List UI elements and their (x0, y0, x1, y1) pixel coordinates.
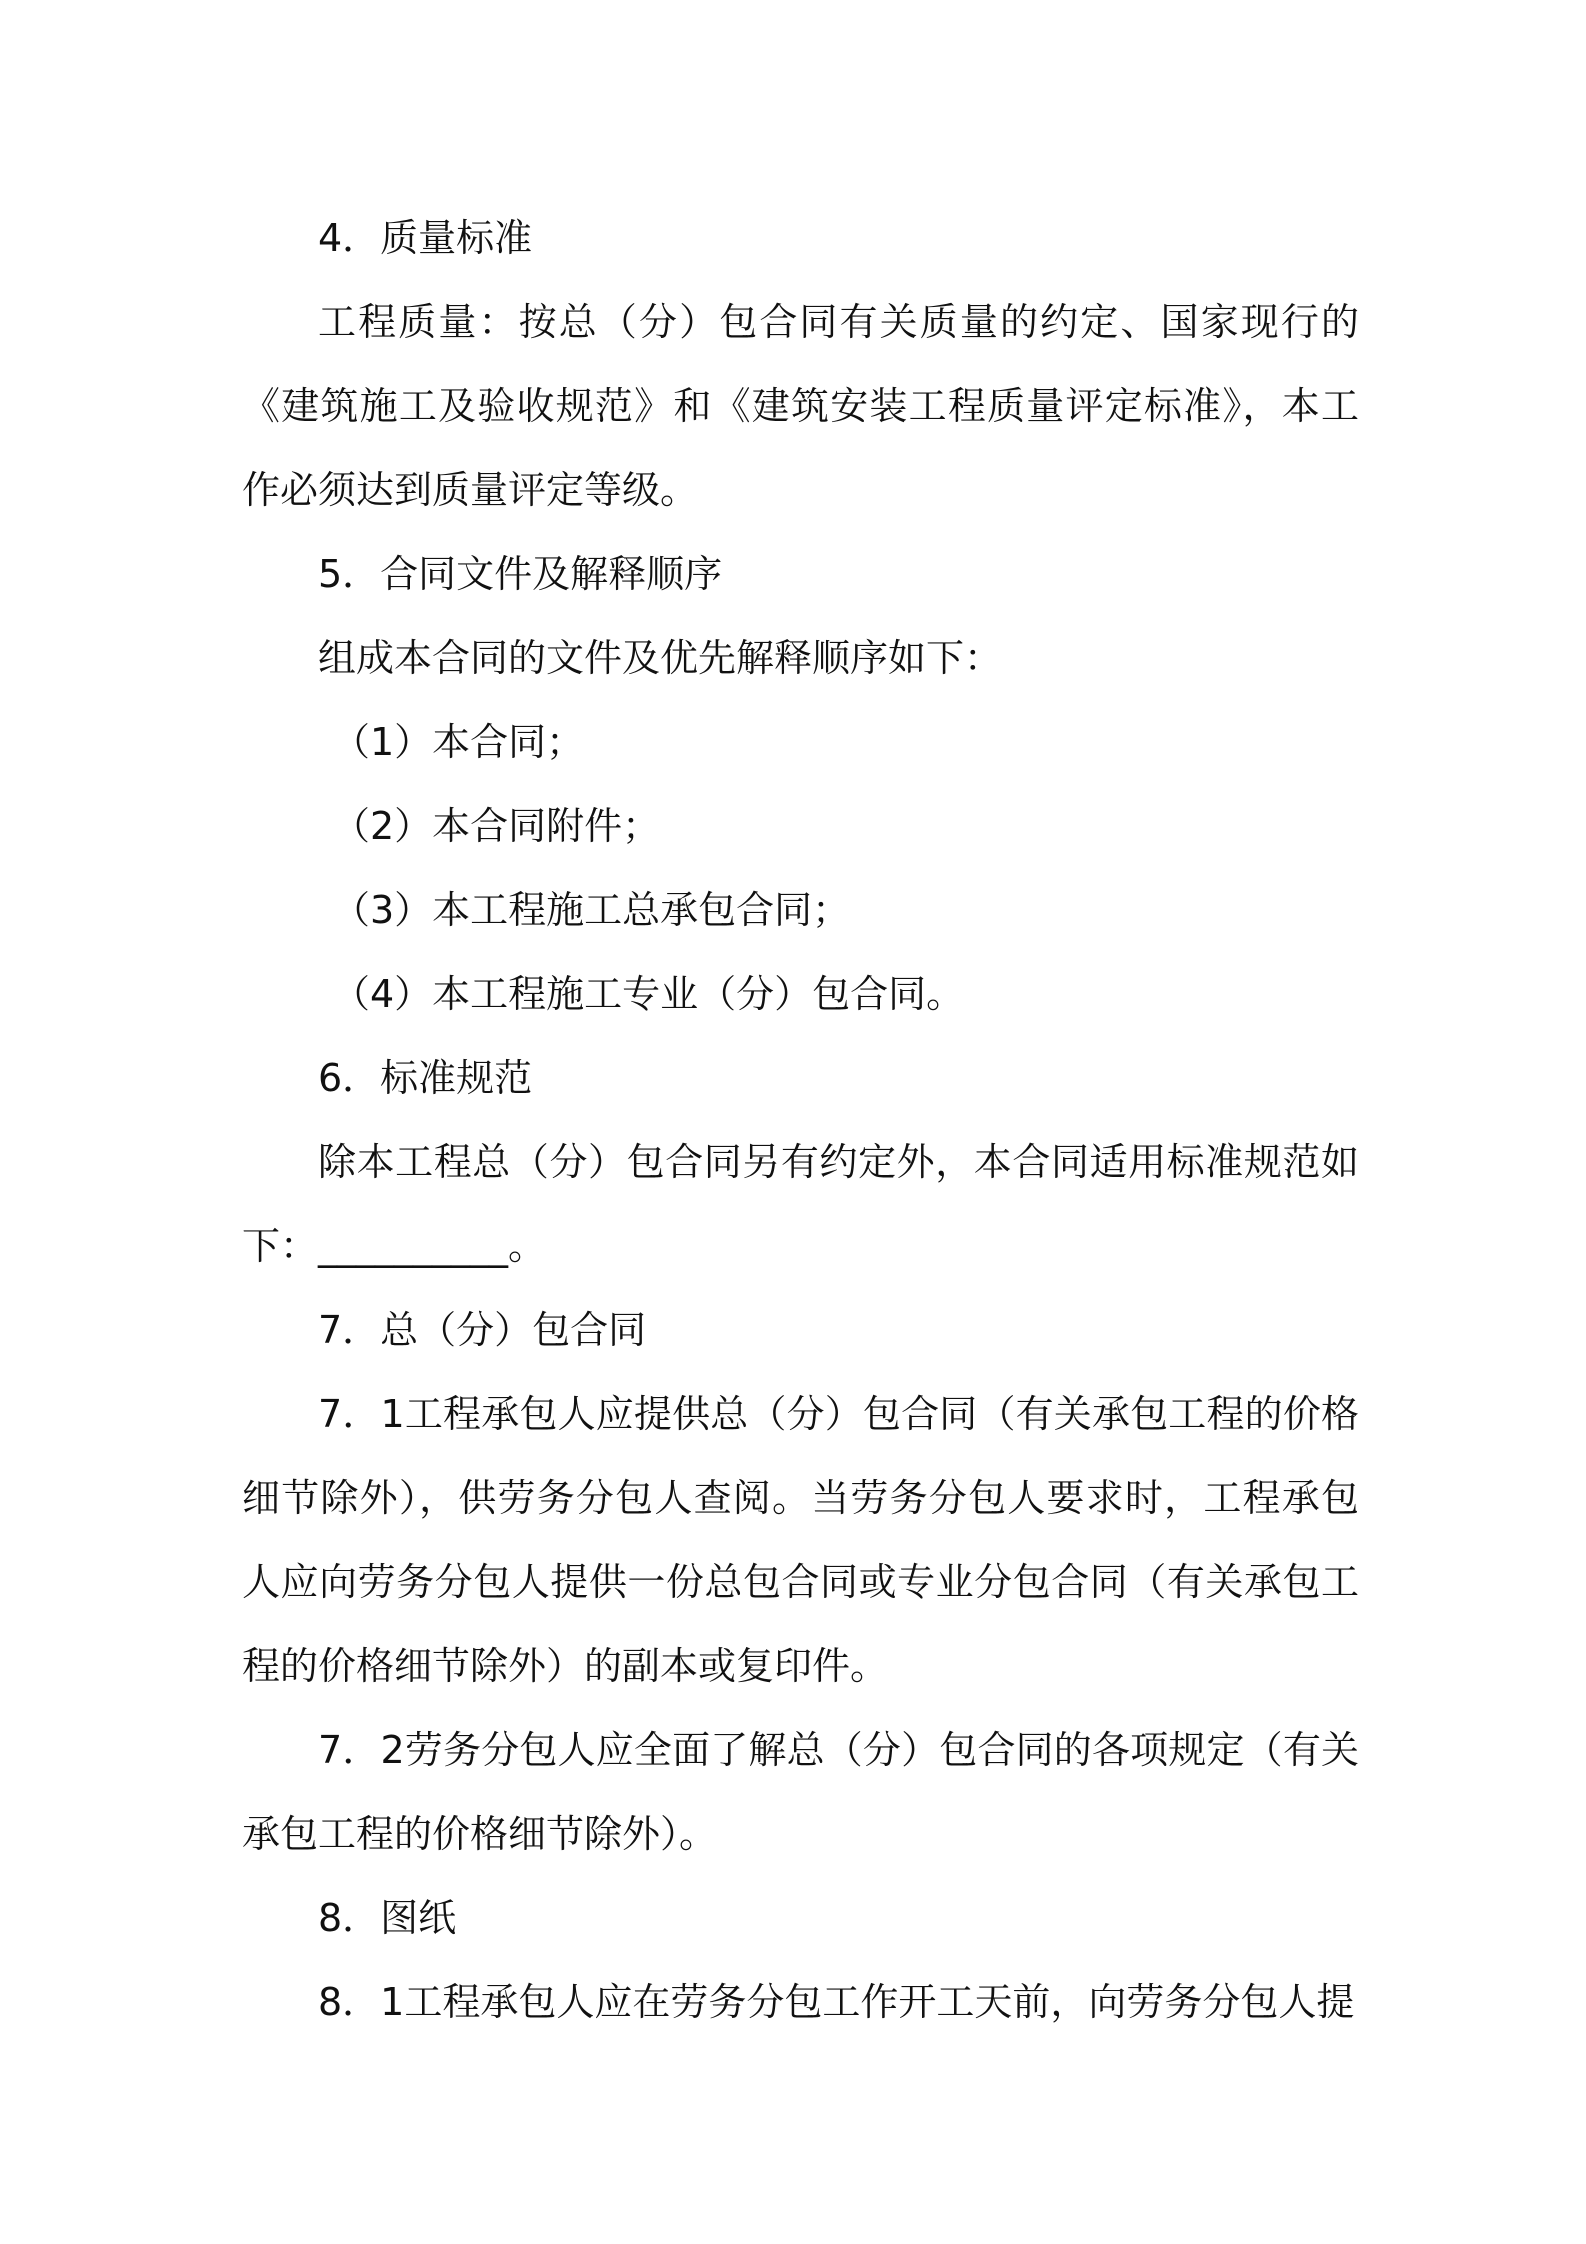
list-item: （4）本工程施工专业（分）包合同。 (332, 972, 965, 1016)
section-heading-standards: 6．标准规范 (318, 1056, 533, 1100)
list-item: （1）本合同； (332, 720, 585, 764)
section-heading-general-contract: 7．总（分）包合同 (318, 1308, 647, 1352)
document-body (242, 196, 1359, 2044)
paragraph-8-1: 8．1工程承包人应在劳务分包工作开工天前，向劳务分包人提 (318, 1980, 1355, 2024)
section-heading-quality-standard: 4．质量标准 (318, 216, 533, 260)
paragraph-documents-intro: 组成本合同的文件及优先解释顺序如下： (318, 636, 1003, 680)
list-item: （2）本合同附件； (332, 804, 661, 848)
section-heading-drawings: 8．图纸 (318, 1896, 457, 1940)
paragraph-quality: 工程质量：按总（分）包合同有关质量的约定、国家现行的《建筑施工及验收规范》和《建筑安装工程质量评定标准》，本工作必须达到质量评定等级。 (242, 300, 1359, 512)
list-item: （3）本工程施工总承包合同； (332, 888, 851, 932)
paragraph-7-2: 7．2劳务分包人应全面了解总（分）包合同的各项规定（有关承包工程的价格细节除外）。 (242, 1728, 1359, 1856)
section-heading-contract-documents: 5．合同文件及解释顺序 (318, 552, 723, 596)
paragraph-standards: 除本工程总（分）包合同另有约定外，本合同适用标准规范如下：__________。 (242, 1140, 1359, 1268)
paragraph-7-1: 7．1工程承包人应提供总（分）包合同（有关承包工程的价格细节除外），供劳务分包人查阅。当劳务分包人要求时，工程承包人应向劳务分包人提供一份总包合同或专业分包合同（有关承包工程的价格细节除外）的副本或复印件。 (242, 1392, 1359, 1688)
